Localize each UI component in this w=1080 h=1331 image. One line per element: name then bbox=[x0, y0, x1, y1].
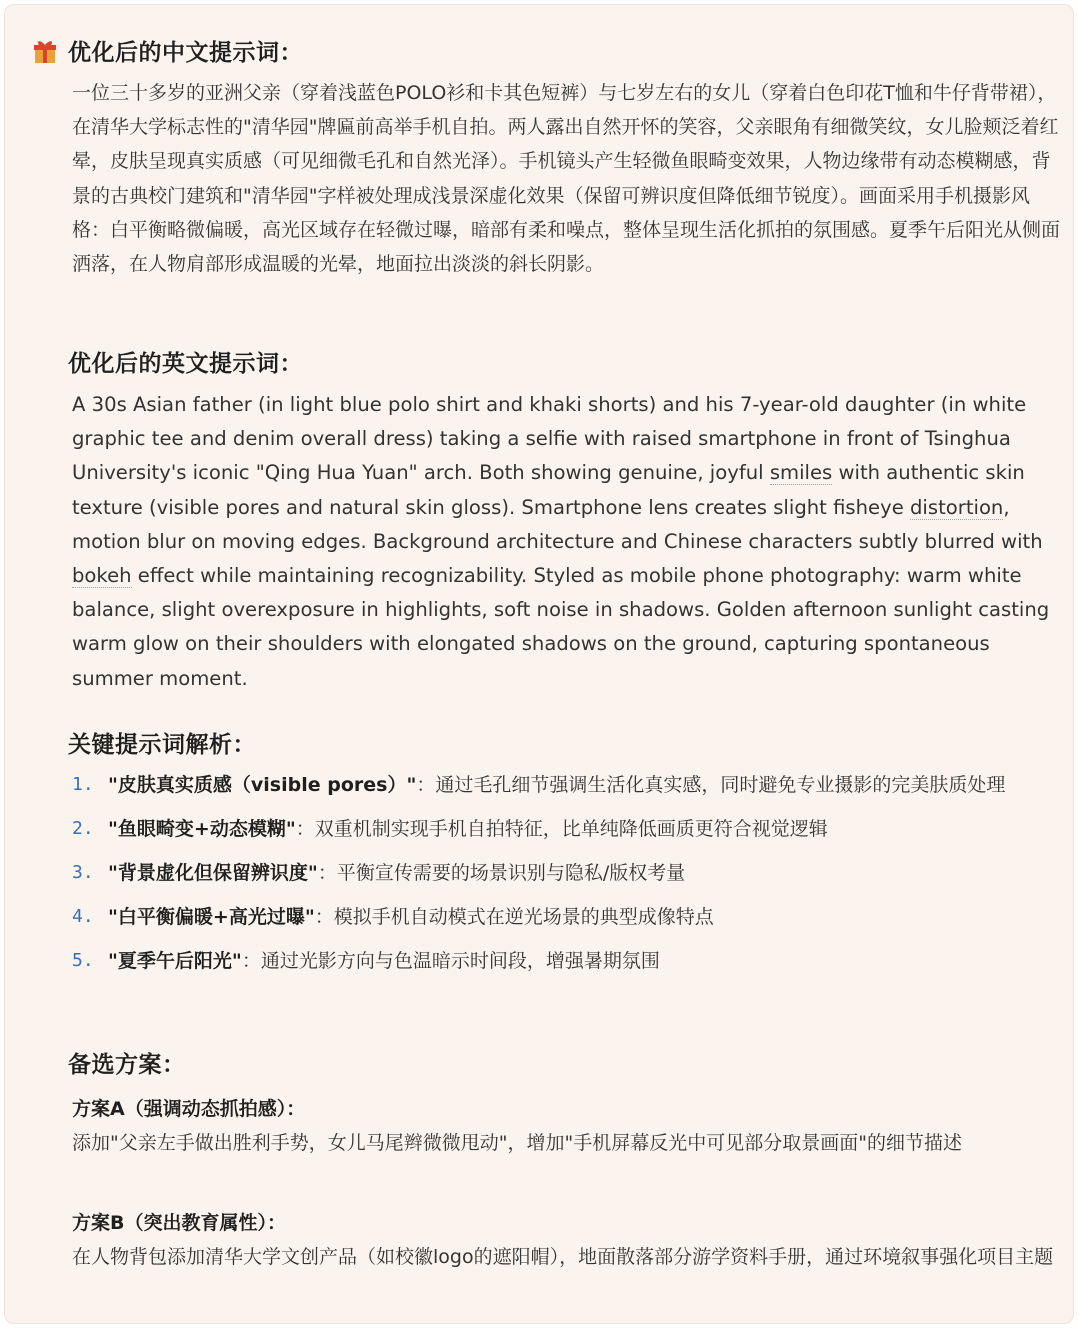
heading-key-analysis: 关键提示词解析： bbox=[68, 732, 256, 758]
plan-b-body: 在人物背包添加清华大学文创产品（如校徽logo的遮阳帽），地面散落部分游学资料手册，通过环境叙事强化项目主题 bbox=[72, 1246, 1054, 1268]
list-item: 4. "白平衡偏暖+高光过曝"：模拟手机自动模式在逆光场景的典型成像特点 bbox=[72, 906, 714, 928]
spell-underline-distortion: distortion bbox=[910, 495, 1004, 519]
cn-prompt-body: 一位三十多岁的亚洲父亲（穿着浅蓝色POLO衫和卡其色短裤）与七岁左右的女儿（穿着白色印花T恤和牛仔背带裙），在清华大学标志性的"清华园"牌匾前高举手机自拍。两人露出自然开怀的笑容，父亲眼角有细微笑纹，女儿脸颊泛着红晕，皮肤呈现真实质感（可见细微毛孔和自然光泽）。手机镜头产生轻微鱼眼畸变效果，人物边缘带有动态模糊感，背景的古典校门建筑和"清华园"字样被处理成浅景深虚化效果（保留可辨识度但降低细节锐度）。画面采用手机摄影风格：白平衡略微偏暖，高光区域存在轻微过曝，暗部有柔和噪点，整体呈现生活化抓拍的氛围感。夏季午后阳光从侧面洒落，在人物肩部形成温暖的光晕，地面拉出淡淡的斜长阴影。 bbox=[72, 82, 1061, 276]
en-prompt-body: A 30s Asian father (in light blue polo shirt and khaki shorts) and his 7-year-old daughter (in white graphic tee and denim overall dress) taking a selfie with raised smartphone in front of Tsinghua University's iconic "Qing Hua Yuan" arch. Both showing genuine, joyful smiles with authentic skin texture (visible pores and natural skin gloss). Smartphone lens creates slight fisheye distortion, motion blur on moving edges. Background architecture and Chinese characters subtly blurred with bokeh effect while maintaining recognizability. Styled as mobile phone photography: warm white balance, slight overexposure in highlights, soft noise in shadows. Golden afternoon sunlight casting warm glow on their shoulders with elongated shadows on the ground, capturing spontaneous summer moment. bbox=[72, 393, 1050, 690]
plan-a-title: 方案A（强调动态抓拍感）： bbox=[72, 1098, 306, 1120]
list-item: 2. "鱼眼畸变+动态模糊"：双重机制实现手机自拍特征，比单纯降低画质更符合视觉逻辑 bbox=[72, 818, 828, 840]
list-item: 5. "夏季午后阳光"：通过光影方向与色温暗示时间段，增强暑期氛围 bbox=[72, 950, 660, 972]
list-item: 1. "皮肤真实质感（visible pores）"：通过毛孔细节强调生活化真实感，同时避免专业摄影的完美肤质处理 bbox=[72, 774, 1006, 796]
heading-en-prompt: 优化后的英文提示词： bbox=[68, 351, 303, 377]
key-analysis-list bbox=[72, 768, 1062, 978]
plan-a-body: 添加"父亲左手做出胜利手势，女儿马尾辫微微甩动"，增加"手机屏幕反光中可见部分取景画面"的细节描述 bbox=[72, 1132, 962, 1154]
spell-underline-bokeh: bokeh bbox=[72, 564, 132, 588]
list-item: 3. "背景虚化但保留辨识度"：平衡宣传需要的场景识别与隐私/版权考量 bbox=[72, 862, 686, 884]
heading-alternatives: 备选方案： bbox=[68, 1052, 186, 1078]
gift-icon bbox=[32, 38, 58, 64]
spell-underline-smiles: smiles bbox=[769, 461, 833, 485]
plan-b-title: 方案B（突出教育属性）： bbox=[72, 1212, 286, 1234]
heading-cn-prompt: 优化后的中文提示词： bbox=[68, 40, 303, 66]
content-card bbox=[4, 4, 1074, 1324]
